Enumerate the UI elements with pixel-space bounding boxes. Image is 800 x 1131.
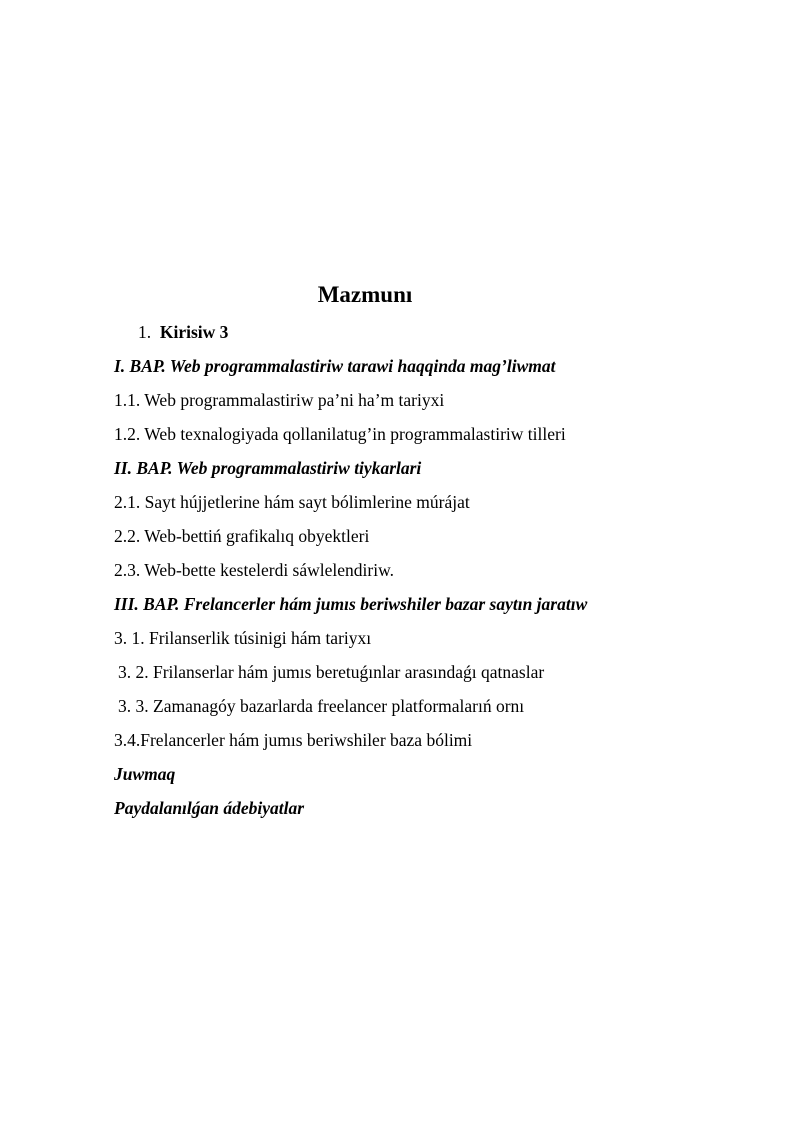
toc-intro-text: Kirisiw 3 (159, 322, 229, 342)
toc-item-3-3: 3. 3. Zamanagóy bazarlarda freelancer platformalarıń ornı (118, 696, 525, 716)
toc-item-1-1: 1.1. Web programmalastiriw pa’ni ha’m tariyxi (114, 390, 445, 410)
toc-item-2-2: 2.2. Web-bettiń grafikalıq obyektleri (114, 526, 370, 546)
toc-intro-number: 1. (138, 322, 152, 342)
page-title: Mazmunı (317, 282, 413, 307)
toc-intro (138, 320, 228, 344)
toc-conclusion: Juwmaq (114, 764, 176, 784)
toc-chapter-3: III. BAP. Frelancerler hám jumıs beriwshiler bazar saytın jaratıw (114, 594, 588, 614)
toc-item-3-1: 3. 1. Frilanserlik túsinigi hám tariyxı (114, 628, 372, 648)
toc-chapter-1: I. BAP. Web programmalastiriw tarawi haqqinda mag’liwmat (114, 356, 556, 376)
toc-item-3-2: 3. 2. Frilanserlar hám jumıs beretuǵınlar arasındaǵı qatnaslar (118, 662, 545, 682)
toc-item-1-2: 1.2. Web texnalogiyada qollanilatug’in programmalastiriw tilleri (114, 424, 566, 444)
toc-item-2-1: 2.1. Sayt hújjetlerine hám sayt bólimlerine múrájat (114, 492, 470, 512)
toc-item-2-3: 2.3. Web-bette kestelerdi sáwlelendiriw. (114, 560, 394, 580)
toc-item-3-4: 3.4.Frelancerler hám jumıs beriwshiler baza bólimi (114, 730, 473, 750)
toc-references: Paydalanılǵan ádebiyatlar (114, 798, 305, 818)
toc-chapter-2: II. BAP. Web programmalastiriw tiykarlari (114, 458, 422, 478)
